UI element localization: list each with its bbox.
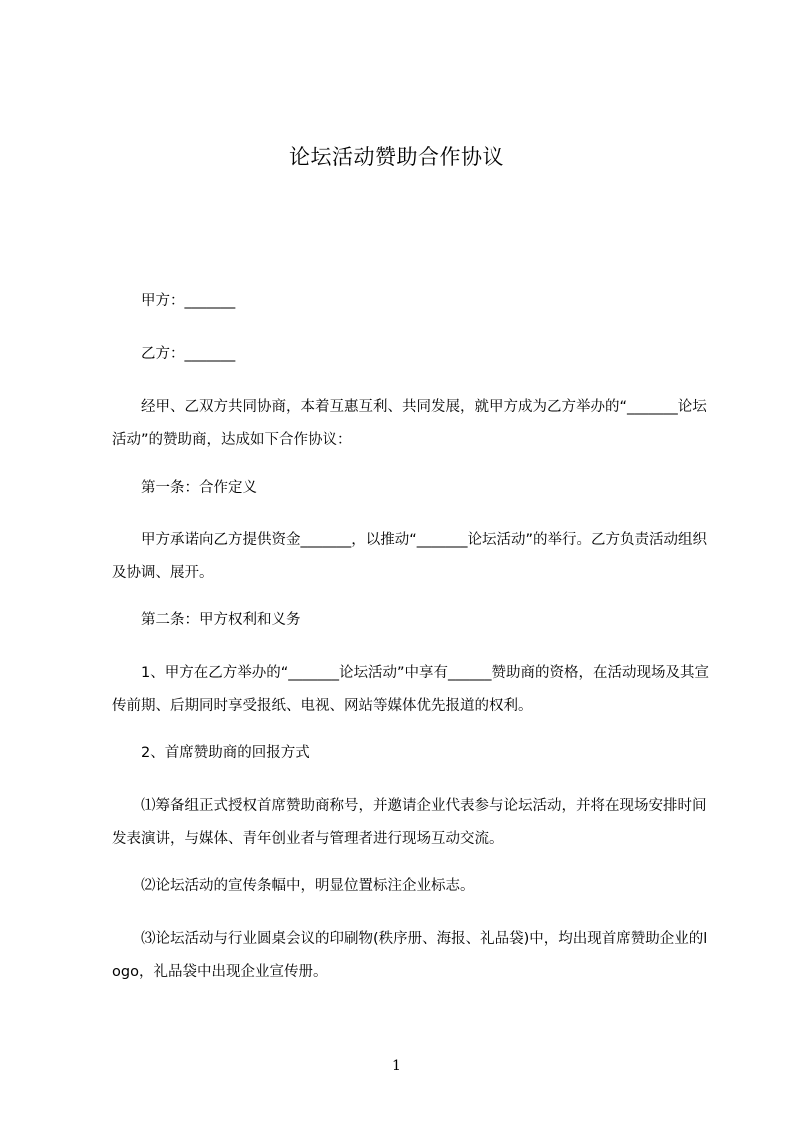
- page-number: 1: [392, 1058, 401, 1074]
- sponsor-return-item-1: ⑴筹备组正式授权首席赞助商称号，并邀请企业代表参与论坛活动，并将在现场安排时间发表演讲，与媒体、青年创业者与管理者进行现场互动交流。: [112, 798, 707, 847]
- sponsor-return-item-2: ⑵论坛活动的宣传条幅中，明显位置标注企业标志。: [141, 878, 475, 894]
- article-1-heading: 第一条：合作定义: [141, 480, 257, 496]
- preamble-paragraph: 经甲、乙双方共同协商，本着互惠互利、共同发展，就甲方成为乙方举办的“_______论坛活动”的赞助商，达成如下合作协议：: [112, 399, 707, 448]
- article-1-body: 甲方承诺向乙方提供资金_______，以推动“_______论坛活动”的举行。乙方负责活动组织及协调、展开。: [112, 532, 708, 581]
- party-a-line: 甲方：_______: [141, 293, 236, 309]
- party-b-line: 乙方：_______: [141, 346, 236, 362]
- article-2-clause-1: 1、甲方在乙方举办的“_______论坛活动”中享有______赞助商的资格，在活动现场及其宣传前期、后期同时享受报纸、电视、网站等媒体优先报道的权利。: [112, 665, 709, 714]
- article-2-clause-2-heading: 2、首席赞助商的回报方式: [141, 745, 310, 761]
- document-title: 论坛活动赞助合作协议: [289, 145, 504, 169]
- article-2-heading: 第二条：甲方权利和义务: [141, 612, 301, 628]
- sponsor-return-item-3: ⑶论坛活动与行业圆桌会议的印刷物(秩序册、海报、礼品袋)中，均出现首席赞助企业的logo，礼品袋中出现企业宣传册。: [112, 931, 708, 980]
